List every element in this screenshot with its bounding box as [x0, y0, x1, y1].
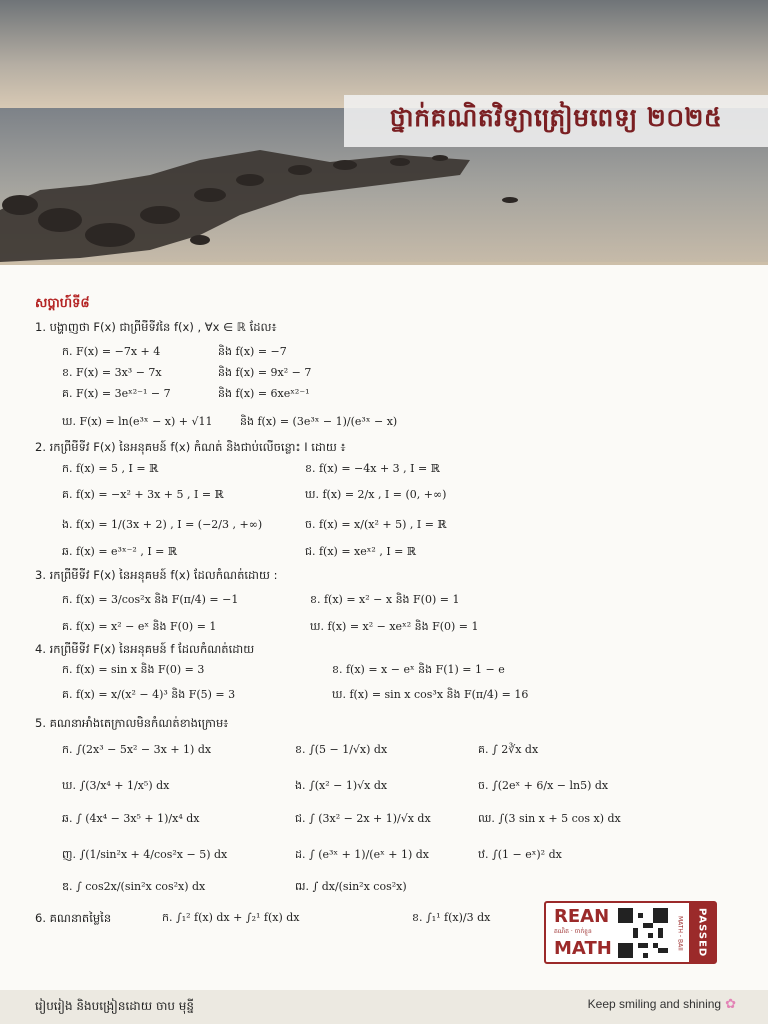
- badge-strip: MATH - BAII: [676, 915, 684, 951]
- q5-item-e: ង. ∫(x² − 1)√x dx: [295, 779, 388, 792]
- title-banner: [344, 95, 768, 147]
- q3-item-a: ក. f(x) = 3/cos²x និង F(π/4) = −1: [62, 593, 239, 606]
- q2-item-e: ង. f(x) = 1/(3x + 2) , I = (−2/3 , +∞): [62, 518, 263, 531]
- q5-item-b: ខ. ∫(5 − 1/√x) dx: [295, 743, 388, 756]
- q2-item-b: ខ. f(x) = −4x + 3 , I = ℝ: [305, 462, 440, 475]
- q5-item-l: ឋ. ∫(1 − eˣ)² dx: [478, 848, 562, 861]
- q1-item-b-f: និង f(x) = 9x² − 7: [218, 366, 312, 379]
- q3-item-d: ឃ. f(x) = x² − xeˣ² និង F(0) = 1: [310, 620, 479, 633]
- q1-item-d: ឃ. F(x) = ln(e³ˣ − x) + √11: [62, 415, 213, 428]
- q1-item-d-f: និង f(x) = (3e³ˣ − 1)/(e³ˣ − x): [240, 415, 398, 428]
- q6-item-b: ខ. ∫₁¹ f(x)/3 dx: [412, 911, 491, 924]
- q5-item-f: ច. ∫(2eˣ + 6/x − ln5) dx: [478, 779, 609, 792]
- footer-slogan: Keep smiling and shining: [587, 997, 722, 1011]
- question-2: 2. រកព្រីមីទីវ F(x) នៃអនុគមន៍ f(x) កំណត់ និងជាប់លើចន្លោះ I ដោយ ៖: [35, 440, 346, 454]
- badge-subtitle: គណិត · ចាក់ខ្លួន: [554, 928, 592, 935]
- question-3: 3. រកព្រីមីទីវ F(x) នៃអនុគមន៍ f(x) ដែលកំណត់ដោយ :: [35, 568, 278, 582]
- q4-item-c: គ. f(x) = x/(x² − 4)³ និង F(5) = 3: [62, 688, 236, 701]
- q5-item-h: ជ. ∫ (3x² − 2x + 1)/√x dx: [295, 812, 431, 825]
- q3-item-b: ខ. f(x) = x² − x និង F(0) = 1: [310, 593, 460, 606]
- question-4: 4. រកព្រីមីទីវ F(x) នៃអនុគមន៍ f ដែលកំណត់ដោយ: [35, 642, 255, 656]
- week-heading: សប្តាហ៍ទី៨: [35, 296, 90, 311]
- passed-label: PASSED: [689, 903, 715, 962]
- q2-item-d: ឃ. f(x) = 2/x , I = (0, +∞): [305, 488, 447, 501]
- q5-item-d: ឃ. ∫(3/x⁴ + 1/x⁵) dx: [62, 779, 170, 792]
- q5-item-a: ក. ∫(2x³ − 5x² − 3x + 1) dx: [62, 743, 212, 756]
- q4-item-d: ឃ. f(x) = sin x cos³x និង F(π/4) = 16: [332, 688, 529, 701]
- q1-item-a: ក. F(x) = −7x + 4: [62, 345, 161, 358]
- q4-item-b: ខ. f(x) = x − eˣ និង F(1) = 1 − e: [332, 663, 505, 676]
- footer-slogan-wrap: [588, 996, 736, 1012]
- footer-author: រៀបរៀង និងបង្រៀនដោយ ចាប មុន្នី: [35, 999, 195, 1013]
- q2-item-f: ច. f(x) = x/(x² + 5) , I = ℝ: [305, 518, 447, 531]
- q5-item-i: ឈ. ∫(3 sin x + 5 cos x) dx: [478, 812, 621, 825]
- q5-item-k: ដ. ∫ (e³ˣ + 1)/(eˣ + 1) dx: [295, 848, 429, 861]
- q1-item-c-f: និង f(x) = 6xeˣ²⁻¹: [218, 387, 310, 400]
- q3-item-c: គ. f(x) = x² − eˣ និង F(0) = 1: [62, 620, 217, 633]
- q6-item-a: ក. ∫₁² f(x) dx + ∫₂¹ f(x) dx: [162, 911, 300, 924]
- q1-item-c: គ. F(x) = 3eˣ²⁻¹ − 7: [62, 387, 171, 400]
- q2-item-g: ឆ. f(x) = e³ˣ⁻² , I = ℝ: [62, 545, 178, 558]
- q5-item-g: ឆ. ∫ (4x⁴ − 3x⁵ + 1)/x⁴ dx: [62, 812, 200, 825]
- qr-code-icon: [618, 908, 668, 958]
- q5-item-j: ញ. ∫(1/sin²x + 4/cos²x − 5) dx: [62, 848, 228, 861]
- question-1: 1. បង្ហាញថា F(x) ជាព្រីមីទីវនៃ f(x) , ∀x ∈ ℝ ដែល៖: [35, 320, 277, 334]
- rean-math-badge: [544, 901, 717, 964]
- flower-icon: ✿: [725, 996, 736, 1011]
- q2-item-h: ជ. f(x) = xeˣ² , I = ℝ: [305, 545, 417, 558]
- q2-item-a: ក. f(x) = 5 , I = ℝ: [62, 462, 159, 475]
- q2-item-c: គ. f(x) = −x² + 3x + 5 , I = ℝ: [62, 488, 224, 501]
- question-5: 5. គណនាអាំងតេក្រាលមិនកំណត់ខាងក្រោម៖: [35, 716, 229, 730]
- question-6: 6. គណនាតម្លៃនៃ: [35, 911, 112, 925]
- q1-item-b: ខ. F(x) = 3x³ − 7x: [62, 366, 162, 379]
- q5-item-m: ឌ. ∫ cos2x/(sin²x cos²x) dx: [62, 880, 206, 893]
- q4-item-a: ក. f(x) = sin x និង F(0) = 3: [62, 663, 205, 676]
- q5-item-c: គ. ∫ 2∛x dx: [478, 743, 539, 756]
- page-title: ថ្នាក់គណិតវិទ្យាត្រៀមពេទ្យ ២០២៥: [389, 103, 723, 132]
- q1-item-a-f: និង f(x) = −7: [218, 345, 287, 358]
- q5-item-n: ឍ. ∫ dx/(sin²x cos²x): [295, 880, 407, 893]
- badge-logo: REAN MATH: [554, 906, 612, 959]
